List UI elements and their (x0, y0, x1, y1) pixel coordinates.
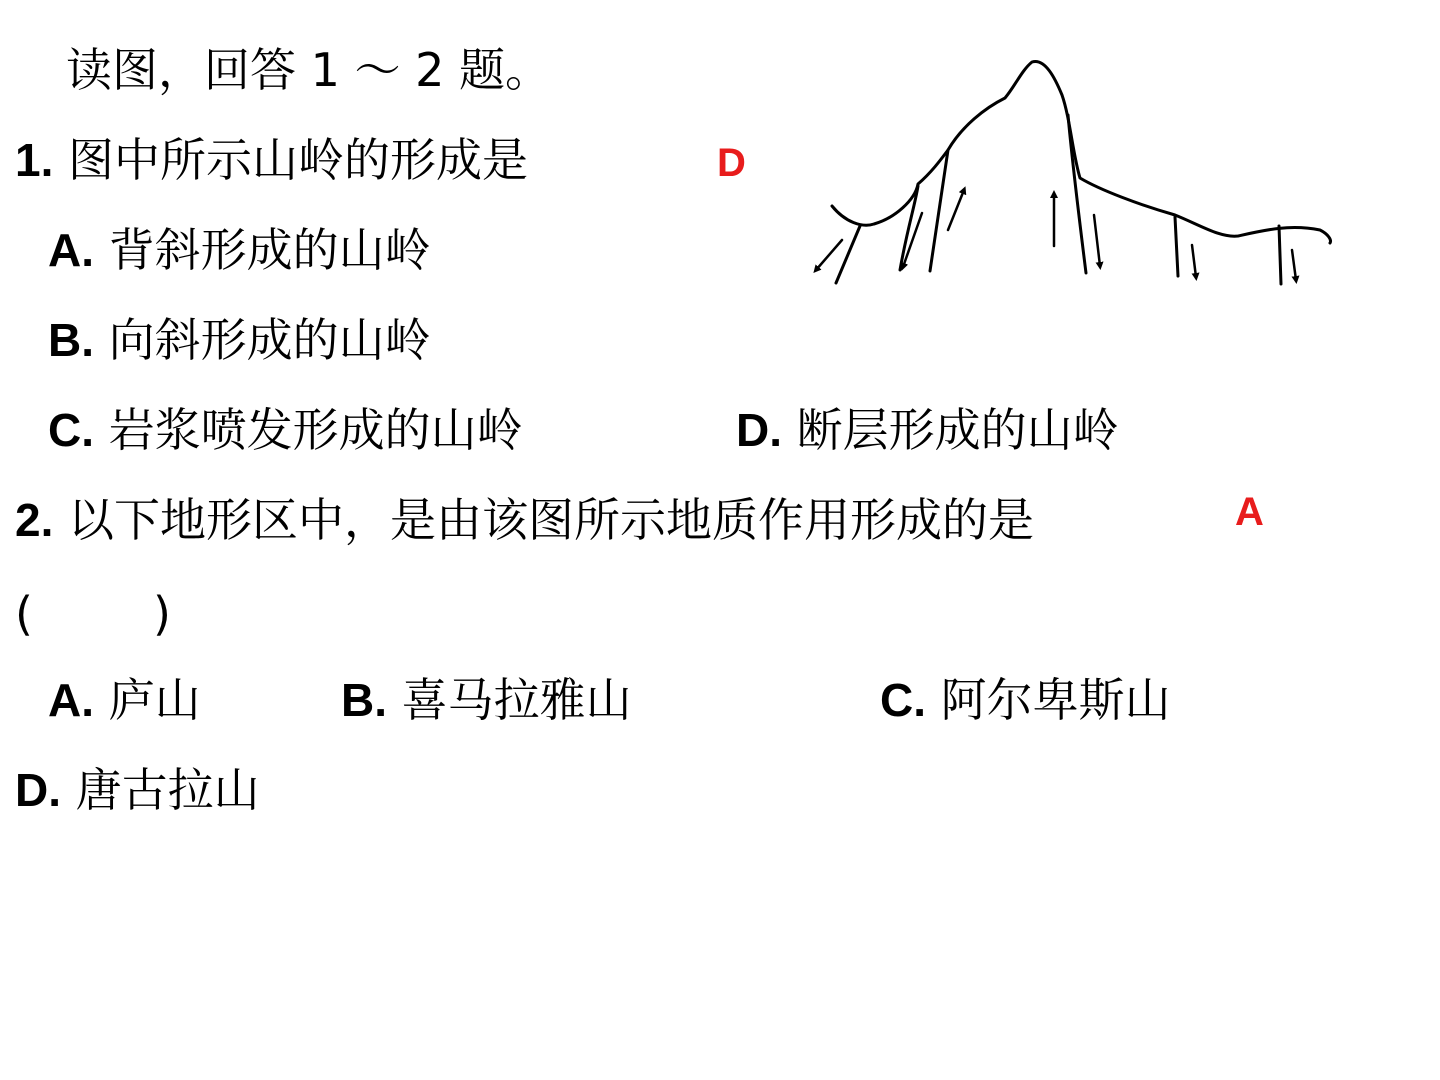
question-2-option-c (880, 670, 1171, 730)
up-arrow-icon (948, 190, 964, 230)
option-letter: D. (15, 764, 61, 816)
question-2-option-b (341, 670, 632, 730)
option-letter: D. (736, 404, 782, 456)
option-text: 向斜形成的山岭 (108, 313, 431, 367)
question-1-number: 1. (15, 134, 54, 186)
option-text: 背斜形成的山岭 (108, 223, 431, 277)
option-text: 断层形成的山岭 (796, 403, 1119, 457)
option-text: 庐山 (108, 673, 201, 727)
question-1-option-c (48, 400, 523, 460)
question-2-answer: A (1235, 490, 1264, 534)
option-letter: B. (48, 314, 94, 366)
fault-line (1068, 115, 1086, 273)
option-letter: C. (880, 674, 926, 726)
question-2-text: 以下地形区中，是由该图所示地质作用形成的是 (68, 493, 1034, 547)
question-2-option-d (15, 760, 260, 820)
intro-line (66, 40, 551, 100)
question-1-answer: D (717, 141, 746, 185)
fault-line (1279, 226, 1281, 284)
mountain-outline (832, 61, 1331, 243)
option-text: 阿尔卑斯山 (940, 673, 1171, 727)
option-text: 唐古拉山 (75, 763, 260, 817)
option-text: 岩浆喷发形成的山岭 (108, 403, 523, 457)
question-2-option-a (48, 670, 201, 730)
down-arrow-icon (816, 240, 842, 270)
down-arrow-icon (1292, 250, 1296, 280)
option-text: 喜马拉雅山 (401, 673, 632, 727)
fault-line (836, 226, 860, 283)
option-letter: A. (48, 224, 94, 276)
down-arrow-icon (1094, 215, 1100, 266)
intro-text: 读图，回答 1 ～ 2 题。 (66, 43, 552, 97)
option-letter: A. (48, 674, 94, 726)
option-letter: C. (48, 404, 94, 456)
question-1-option-a (48, 220, 431, 280)
question-2-stem (15, 490, 1034, 550)
question-1-option-b (48, 310, 431, 370)
option-letter: B. (341, 674, 387, 726)
down-arrow-icon (1192, 245, 1196, 277)
question-1-text: 图中所示山岭的形成是 (68, 133, 528, 187)
fault-line (1175, 217, 1178, 276)
fault-line (900, 186, 918, 270)
question-1-option-d (736, 400, 1119, 460)
question-1-stem (15, 130, 528, 190)
question-2-paren-open: ( (15, 587, 33, 641)
fault-mountain-diagram (800, 50, 1340, 295)
question-2-paren-close: ) (153, 587, 171, 641)
question-2-number: 2. (15, 494, 54, 546)
